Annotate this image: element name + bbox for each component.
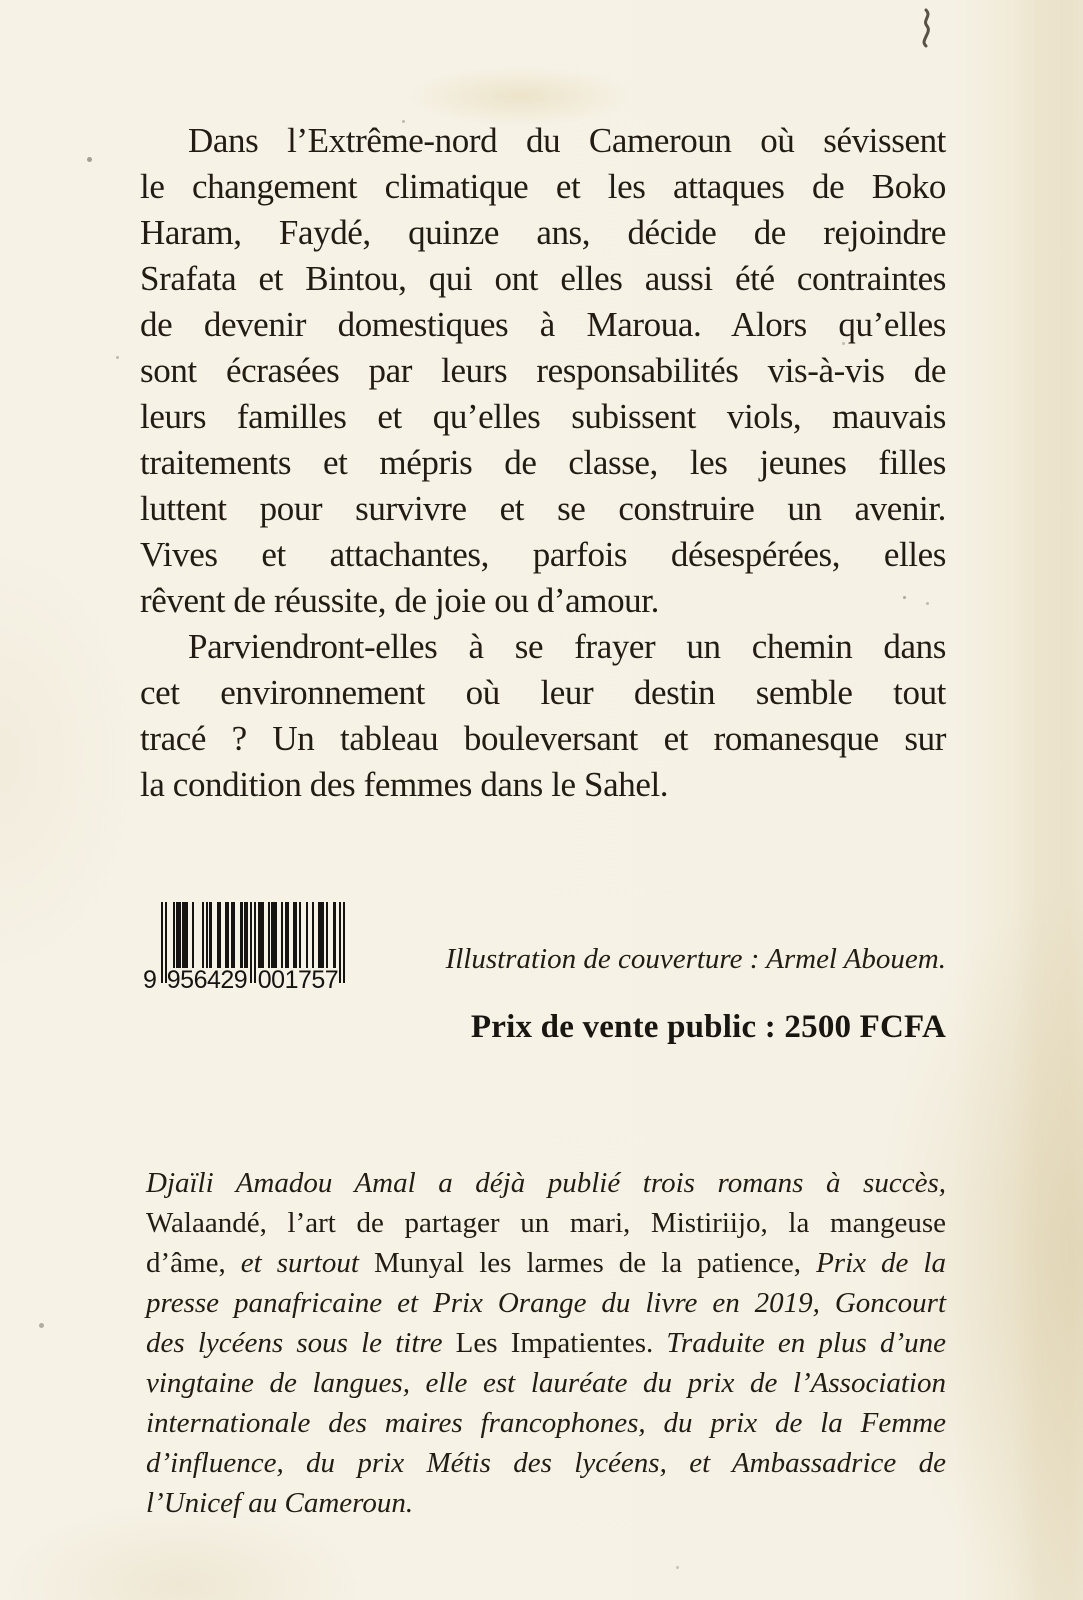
text-line: sont écrasées par leurs responsabilités vis-à-vis de (140, 351, 946, 390)
text-line: Dans l’Extrême-nord du Cameroun où sévissent (188, 121, 946, 160)
paper-edge-shading (1013, 0, 1083, 1600)
text-line: traitements et mépris de classe, les jeunes filles (140, 443, 946, 482)
illustration-credit: Illustration de couverture : Armel Abouem. (445, 943, 946, 975)
synopsis (140, 118, 946, 808)
text-line: le changement climatique et les attaques de Boko (140, 167, 946, 206)
text-line: de devenir domestiques à Maroua. Alors qu’elles (140, 305, 946, 344)
text-line: leurs familles et qu’elles subissent viols, mauvais (140, 397, 946, 436)
text-line: Haram, Faydé, quinze ans, décide de rejoindre (140, 213, 946, 252)
text-line: d’âme, et surtout Munyal les larmes de la patience, Prix de la (146, 1247, 946, 1279)
text-line: Djaïli Amadou Amal a déjà publié trois romans à succès, (146, 1167, 946, 1199)
text-line: d’influence, du prix Métis des lycéens, et Ambassadrice de (146, 1447, 946, 1479)
text-line: des lycéens sous le titre Les Impatientes. Traduite en plus d’une (146, 1327, 946, 1359)
barcode-digit-group-right: 001757 (257, 966, 339, 994)
text-line: tracé ? Un tableau bouleversant et romanesque sur (140, 719, 946, 758)
text-line: luttent pour survivre et se construire un avenir. (140, 489, 946, 528)
ink-mark (912, 8, 938, 48)
text-line: presse panafricaine et Prix Orange du livre en 2019, Goncourt (146, 1287, 946, 1319)
author-bio (146, 1163, 946, 1523)
barcode-digit-group-left: 956429 (166, 966, 248, 994)
text-line: Parviendront-elles à se frayer un chemin dans (188, 627, 946, 666)
text-line: cet environnement où leur destin semble tout (140, 673, 946, 712)
text-line: rêvent de réussite, de joie ou d’amour. (140, 581, 659, 620)
text-line: l’Unicef au Cameroun. (146, 1487, 414, 1519)
text-line: Walaandé, l’art de partager un mari, Mistiriijo, la mangeuse (146, 1207, 946, 1239)
text-line: vingtaine de langues, elle est lauréate du prix de l’Association (146, 1367, 946, 1399)
text-line: internationale des maires francophones, du prix de la Femme (146, 1407, 946, 1439)
text-line: Vives et attachantes, parfois désespérées, elles (140, 535, 946, 574)
text-line: la condition des femmes dans le Sahel. (140, 765, 669, 804)
text-line: Srafata et Bintou, qui ont elles aussi été contraintes (140, 259, 946, 298)
barcode-digit-lead: 9 (143, 966, 157, 994)
price-label: Prix de vente public : 2500 FCFA (470, 1009, 946, 1045)
paper-specks (0, 0, 3, 3)
